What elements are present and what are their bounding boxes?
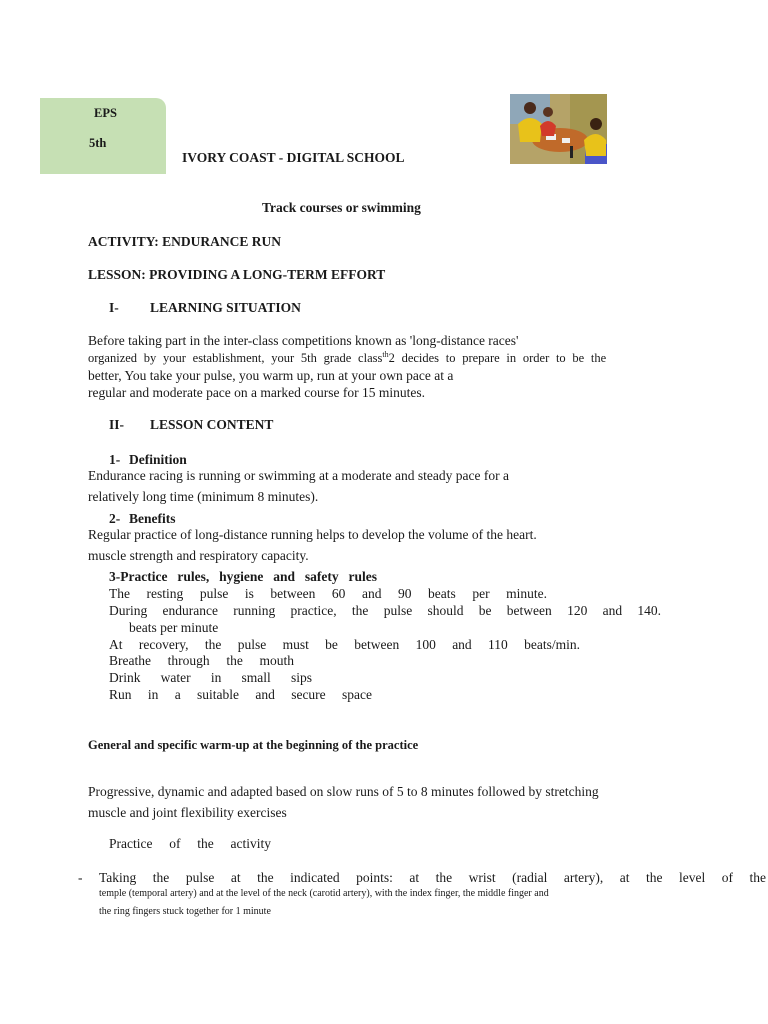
grade-label: 5th <box>89 136 107 150</box>
rule-item: During endurance running practice, the pulse should be between 120 and 140. <box>109 603 661 618</box>
activity-heading: ACTIVITY: ENDURANCE RUN <box>88 234 282 249</box>
benefits-title: Benefits <box>129 511 176 526</box>
benefits-number: 2- <box>109 511 121 526</box>
subject-label: EPS <box>94 106 117 120</box>
practice-line-1: Taking the pulse at the indicated points: at the wrist (radial artery), at the level of the <box>99 870 766 885</box>
school-name: IVORY COAST - DIGITAL SCHOOL <box>182 150 405 165</box>
situation-line-2: organized by your establishment, your 5th grade class$^{th}$2 decides to prepare in order to be the <box>88 349 607 365</box>
situation-line-4: regular and moderate pace on a marked course for 15 minutes. <box>88 385 425 400</box>
warmup-line-1: Progressive, dynamic and adapted based on slow runs of 5 to 8 minutes followed by stretching <box>88 784 599 799</box>
warmup-title: General and specific warm-up at the beginning of the practice <box>88 738 419 752</box>
bullet-dash: - <box>78 870 83 885</box>
benefits-line-2: muscle strength and respiratory capacity. <box>88 548 309 563</box>
doc-subtitle: Track courses or swimming <box>262 200 421 215</box>
practice-line-2: temple (temporal artery) and at the level of the neck (carotid artery), with the index finger, the middle finger and <box>99 888 549 899</box>
definition-line-2: relatively long time (minimum 8 minutes). <box>88 489 319 504</box>
definition-number: 1- <box>109 452 121 467</box>
practice-line-3: the ring fingers stuck together for 1 minute <box>99 906 271 917</box>
rule-item-continuation: beats per minute <box>129 620 219 635</box>
definition-title: Definition <box>129 452 187 467</box>
rule-item: Run in a suitable and secure space <box>109 687 372 702</box>
rule-item: At recovery, the pulse must be between 100 and 110 beats/min. <box>109 637 580 652</box>
section2-number: II- <box>109 417 125 432</box>
definition-line-1: Endurance racing is running or swimming at a moderate and steady pace for a <box>88 468 509 483</box>
warmup-line-2: muscle and joint flexibility exercises <box>88 805 287 820</box>
subject-grade-box <box>40 98 166 174</box>
lesson-heading: LESSON: PROVIDING A LONG-TERM EFFORT <box>88 267 386 282</box>
benefits-line-1: Regular practice of long-distance running helps to develop the volume of the heart. <box>88 527 537 542</box>
rule-item: The resting pulse is between 60 and 90 beats per minute. <box>109 586 547 601</box>
section1-number: I- <box>109 300 119 315</box>
situation-line-1: Before taking part in the inter-class competitions known as 'long-distance races' <box>88 333 519 348</box>
rule-item: Breathe through the mouth <box>109 653 294 668</box>
students-at-table-illustration <box>510 94 607 164</box>
rule-item: Drink water in small sips <box>109 670 312 685</box>
practice-title: Practice of the activity <box>109 836 271 851</box>
rules-title: 3-Practice rules, hygiene and safety rules <box>109 569 377 584</box>
section1-title: LEARNING SITUATION <box>150 300 301 315</box>
situation-line-3: better, You take your pulse, you warm up, run at your own pace at a <box>88 368 454 383</box>
section2-title: LESSON CONTENT <box>150 417 274 432</box>
